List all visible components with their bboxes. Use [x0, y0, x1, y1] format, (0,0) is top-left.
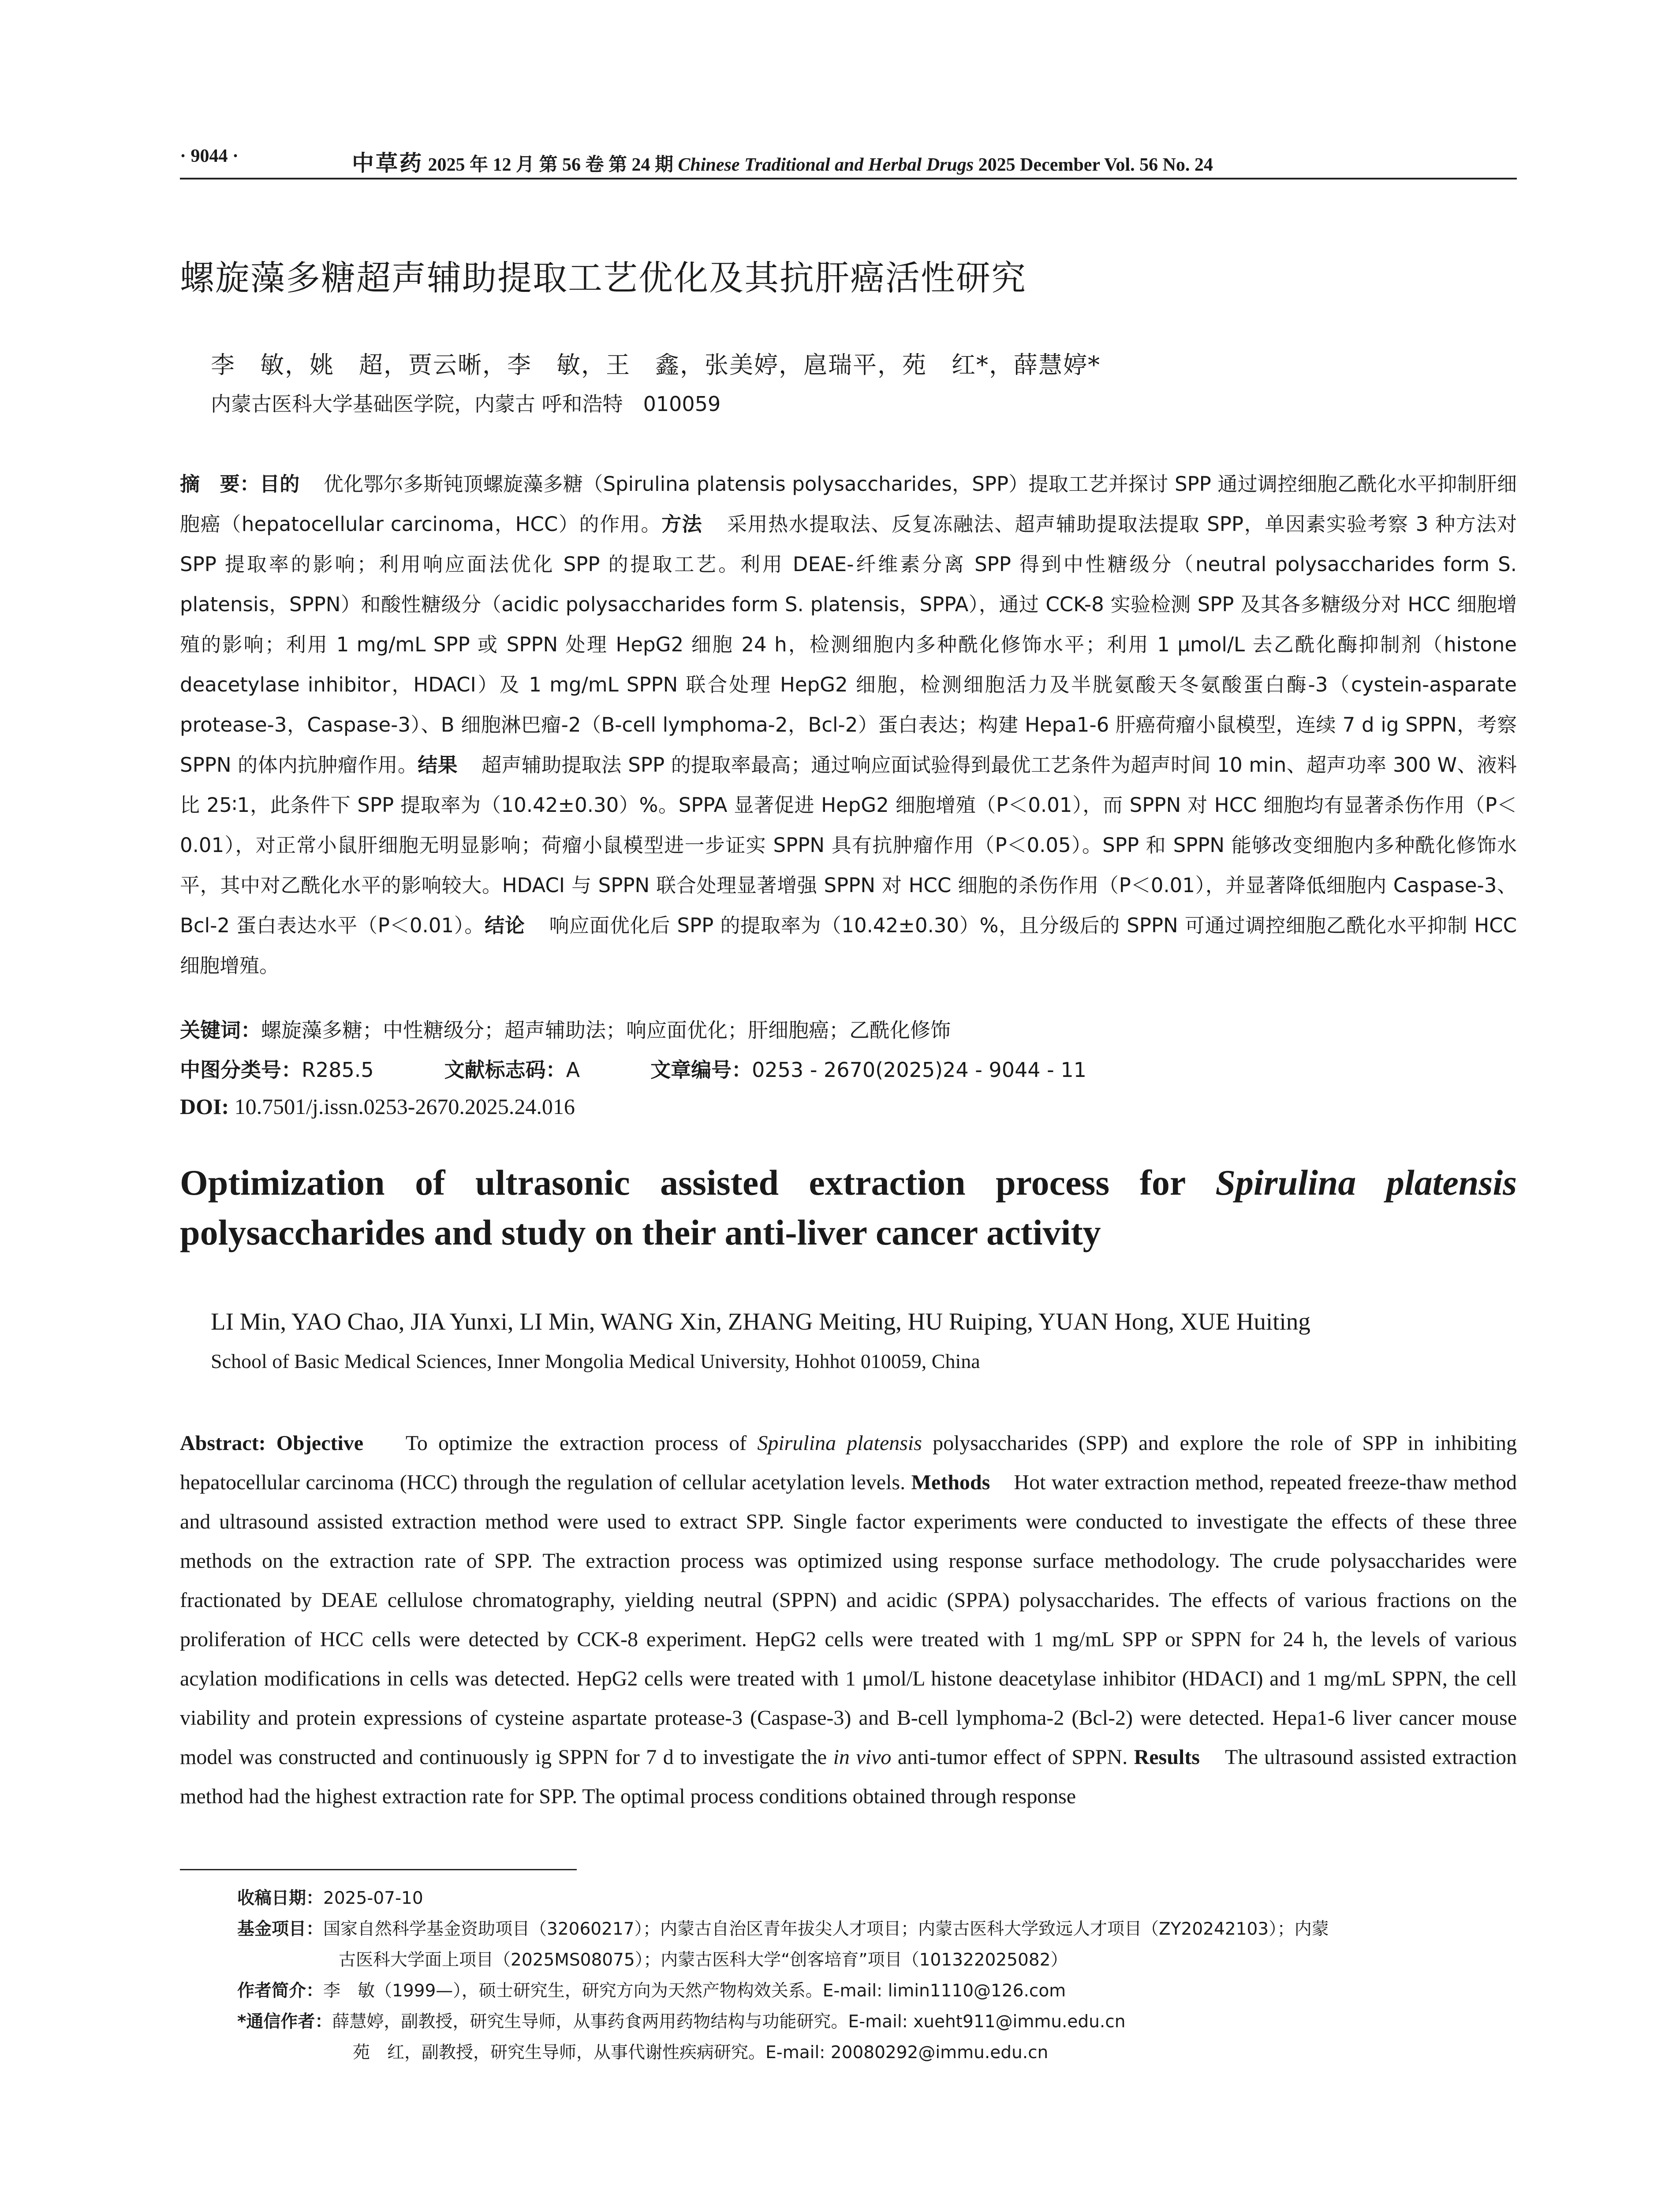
article-title-en [180, 1158, 1517, 1257]
footnote-received [237, 1883, 1517, 1914]
issue-cn: 2025 年 12 月 第 56 卷 第 24 期 [428, 155, 674, 175]
authors-en: LI Min, YAO Chao, JIA Yunxi, LI Min, WANG Xin, ZHANG Meiting, HU Ruiping, YUAN Hong, XUE Huiting [211, 1308, 1310, 1335]
clc-label: 中图分类号： [180, 1058, 302, 1082]
footnote-rule [180, 1869, 577, 1870]
methods-text-en-a: Hot water extraction method, repeated freeze-thaw method and ultrasound assisted extraction method were used to extract SPP. Single factor experiments were conducted to investigate the effects of these three methods on the extraction rate of SPP. The extraction process was optimized using response surface methodology. The crude polysaccharides were fractionated by DEAE cellulose chromatography, yielding neutral (SPPN) and acidic (SPPA) polysaccharides. The effects of various fractions on the proliferation of HCC cells were detected by CCK-8 experiment. HepG2 cells were treated with 1 mg/mL SPP or SPPN for 24 h, the levels of various acylation modifications in cells was detected. HepG2 cells were treated with 1 μmol/L histone deacetylase inhibitor (HDACI) and 1 mg/mL SPPN, the cell viability and protein expressions of cysteine aspartate protease-3 (Caspase-3) and B-cell lymphoma-2 (Bcl-2) were detected. Hepa1-6 liver cancer mouse model was constructed and continuously ig SPPN for 7 d to investigate the [180, 1471, 1517, 1769]
affiliation-en: School of Basic Medical Sciences, Inner Mongolia Medical University, Hohhot 010059, China [211, 1350, 980, 1372]
objective-species: Spirulina platensis [757, 1431, 922, 1455]
articleno-value: 0253 - 2670(2025)24 - 9044 - 11 [752, 1058, 1086, 1082]
header-rule [180, 178, 1517, 179]
issue-en: 2025 December Vol. 56 No. 24 [978, 155, 1213, 175]
keywords-cn [180, 1014, 951, 1043]
abstract-en [180, 1424, 1517, 1816]
methods-label-cn: 方法 [661, 512, 703, 536]
authors-cn: 李 敏，姚 超，贾云晰，李 敏，王 鑫，张美婷，扈瑞平，苑 红*，薛慧婷* [211, 351, 1101, 379]
classification-line [180, 1054, 1086, 1083]
objective-text-a: To optimize the extraction process of [405, 1431, 747, 1455]
title-en-part-b: polysaccharides and study on their anti-liver cancer activity [180, 1212, 1101, 1252]
fund-line-1: 国家自然科学基金资助项目（32060217）；内蒙古自治区青年拔尖人才项目；内蒙古医科大学致远人才项目（ZY20242103）；内蒙 [323, 1919, 1329, 1939]
footnote-author-bio [237, 1976, 1517, 2007]
bio-text: 李 敏（1999—），硕士研究生，研究方向为天然产物构效关系。E-mail: limin1110@126.com [323, 1981, 1066, 2001]
article-title-cn: 螺旋藻多糖超声辅助提取工艺优化及其抗肝癌活性研究 [180, 258, 1027, 298]
objective-text-b: polysaccharides (SPP) and explore the role of SPP in inhibiting hepatocellular carcinoma (HCC) through the regulation of cellular acetylation levels. [180, 1431, 1517, 1494]
journal-name-en: Chinese Traditional and Herbal Drugs [678, 155, 974, 175]
articleno-label: 文章编号： [650, 1058, 752, 1082]
received-label: 收稿日期： [237, 1888, 324, 1908]
keywords-label: 关键词： [180, 1018, 261, 1042]
methods-label-en: Methods [911, 1471, 990, 1494]
journal-name-cn: 中草药 [352, 150, 423, 176]
footnote-corresponding [237, 2007, 1517, 2068]
title-en-part-a: Optimization of ultrasonic assisted extraction process for [180, 1162, 1185, 1203]
clc-value: R285.5 [302, 1058, 374, 1082]
conclusion-label-cn: 结论 [485, 914, 525, 937]
results-text-en: The ultrasound assisted extraction method had the highest extraction rate for SPP. The optimal process conditions obtained through response [180, 1745, 1517, 1808]
abstract-label-en: Abstract: Objective [180, 1431, 364, 1455]
purpose-text-cn: 优化鄂尔多斯钝顶螺旋藻多糖（Spirulina platensis polysaccharides，SPP）提取工艺并探讨 SPP 通过调控细胞乙酰化水平抑制肝细胞癌（hepatocellular carcinoma，HCC）的作用。 [180, 472, 1517, 536]
page-number: · 9044 · [180, 146, 239, 166]
fund-label: 基金项目： [237, 1919, 324, 1939]
corresponding-1: 薛慧婷，副教授，研究生导师，从事药食两用药物结构与功能研究。E-mail: xueht911@immu.edu.cn [332, 2012, 1126, 2032]
running-header [352, 146, 1213, 176]
bio-label: 作者简介： [237, 1981, 324, 2001]
doi-line [180, 1094, 575, 1119]
footnote-fund [237, 1914, 1517, 1976]
affiliation-cn: 内蒙古医科大学基础医学院，内蒙古 呼和浩特 010059 [211, 392, 721, 416]
conclusion-text-cn: 响应面优化后 SPP 的提取率为（10.42±0.30）%，且分级后的 SPPN 可通过调控细胞乙酰化水平抑制 HCC 细胞增殖。 [180, 914, 1517, 977]
doccode-value: A [566, 1058, 580, 1082]
keywords-text: 螺旋藻多糖；中性糖级分；超声辅助法；响应面优化；肝细胞癌；乙酰化修饰 [261, 1018, 951, 1042]
abstract-label-cn: 摘 要： [180, 472, 260, 496]
fund-line-2: 古医科大学面上项目（2025MS08075）；内蒙古医科大学“创客培育”项目（101322025082） [339, 1950, 1068, 1970]
abstract-cn [180, 464, 1517, 986]
methods-in-vivo: in vivo [833, 1745, 892, 1769]
doi-value[interactable]: 10.7501/j.issn.0253-2670.2025.24.016 [234, 1094, 575, 1119]
methods-text-en-b: anti-tumor effect of SPPN. [897, 1745, 1128, 1769]
doccode-label: 文献标志码： [444, 1058, 566, 1082]
results-label-en: Results [1134, 1745, 1200, 1769]
purpose-label-cn: 目的 [260, 472, 300, 496]
methods-text-cn: 采用热水提取法、反复冻融法、超声辅助提取法提取 SPP，单因素实验考察 3 种方法对 SPP 提取率的影响；利用响应面法优化 SPP 的提取工艺。利用 DEAE-纤维素分离 SPP 得到中性糖级分（neutral polysaccharides form S. platensis，SPPN）和酸性糖级分（acidic polysaccharides form S. platensis，SPPA），通过 CCK-8 实验检测 SPP 及其各多糖级分对 HCC 细胞增殖的影响；利用 1 mg/mL SPP 或 SPPN 处理 HepG2 细胞 24 h，检测细胞内多种酰化修饰水平；利用 1 μmol/L 去乙酰化酶抑制剂（histone deacetylase inhibitor，HDACI）及 1 mg/mL SPPN 联合处理 HepG2 细胞，检测细胞活力及半胱氨酸天冬氨酸蛋白酶-3（cystein-asparate protease-3，Caspase-3）、B 细胞淋巴瘤-2（B-cell lymphoma-2，Bcl-2）蛋白表达；构建 Hepa1-6 肝癌荷瘤小鼠模型，连续 7 d ig SPPN，考察 SPPN 的体内抗肿瘤作用。 [180, 512, 1517, 777]
results-text-cn: 超声辅助提取法 SPP 的提取率最高；通过响应面试验得到最优工艺条件为超声时间 10 min、超声功率 300 W、液料比 25∶1，此条件下 SPP 提取率为（10.42±0.30）%。SPPA 显著促进 HepG2 细胞增殖（P＜0.01），而 SPPN 对 HCC 细胞均有显著杀伤作用（P＜0.01），对正常小鼠肝细胞无明显影响；荷瘤小鼠模型进一步证实 SPPN 具有抗肿瘤作用（P＜0.05）。SPP 和 SPPN 能够改变细胞内多种酰化修饰水平，其中对乙酰化水平的影响较大。HDACI 与 SPPN 联合处理显著增强 SPPN 对 HCC 细胞的杀伤作用（P＜0.01），并显著降低细胞内 Caspase-3、Bcl-2 蛋白表达水平（P＜0.01）。 [180, 753, 1517, 937]
doi-label: DOI: [180, 1094, 229, 1119]
results-label-cn: 结果 [418, 753, 458, 777]
corresponding-2: 苑 红，副教授，研究生导师，从事代谢性疾病研究。E-mail: 20080292@immu.edu.cn [353, 2043, 1049, 2063]
received-date: 2025-07-10 [323, 1888, 423, 1908]
title-en-species: Spirulina platensis [1215, 1162, 1517, 1203]
corresponding-label: *通信作者： [237, 2012, 332, 2032]
